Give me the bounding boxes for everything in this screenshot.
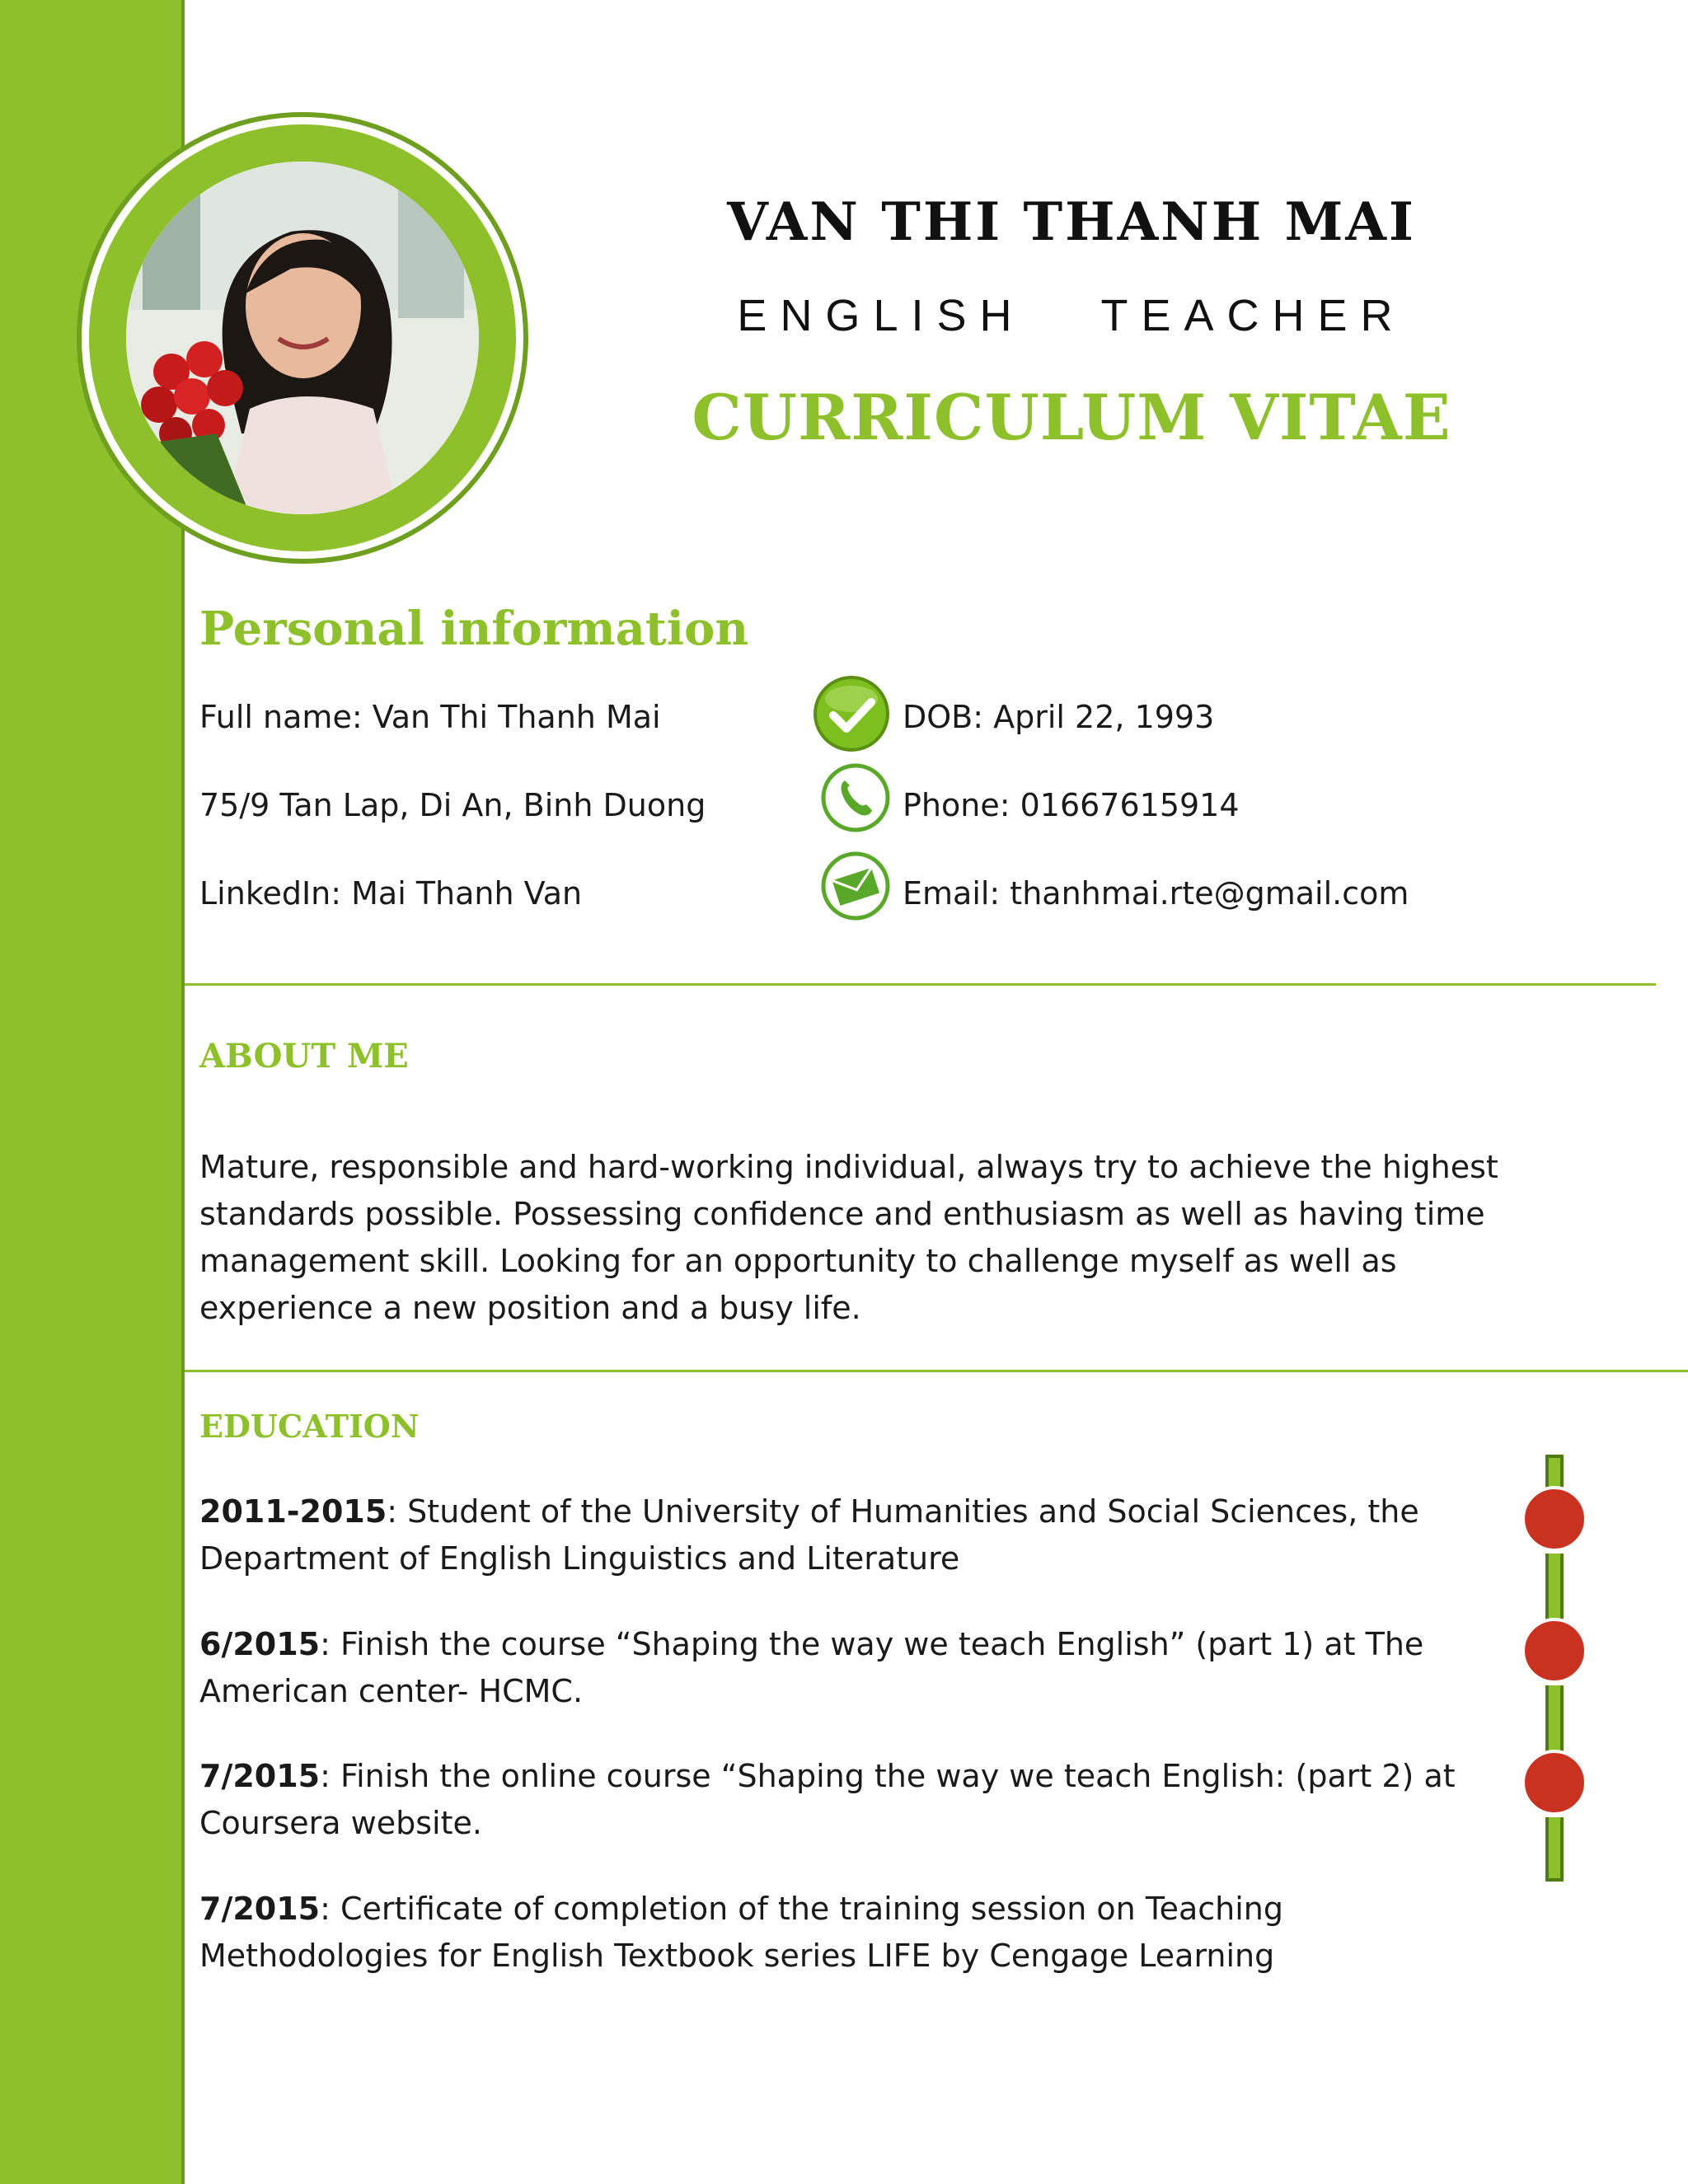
- education-item: [199, 1488, 1485, 1582]
- education-timeline: [1512, 1455, 1595, 1883]
- email-field: Email: thanhmai.rte@gmail.com: [903, 875, 1409, 912]
- profile-photo: [126, 162, 479, 514]
- education-item: [199, 1753, 1485, 1847]
- job-role: ENGLISH TEACHER: [737, 291, 1406, 340]
- education-date: 7/2015: [199, 1891, 321, 1927]
- linkedin-field: LinkedIn: Mai Thanh Van: [199, 875, 583, 912]
- timeline-dot: [1523, 1751, 1586, 1814]
- education-date: 7/2015: [199, 1758, 321, 1794]
- email-icon: [820, 851, 891, 925]
- section-divider: [185, 983, 1656, 986]
- education-description: : Finish the course “Shaping the way we teach English” (part 1) at The American center- HCMC.: [199, 1626, 1424, 1709]
- education-item: [199, 1621, 1485, 1715]
- education-date: 6/2015: [199, 1626, 321, 1662]
- section-divider: [185, 1370, 1688, 1372]
- document-title: CURRICULUM VITAE: [692, 381, 1451, 454]
- timeline-dot: [1523, 1488, 1586, 1550]
- education-item: [199, 1886, 1485, 1980]
- full-name-field: Full name: Van Thi Thanh Mai: [199, 699, 661, 735]
- check-icon: [812, 674, 891, 757]
- about-text: Mature, responsible and hard-working individual, always try to achieve the highest standards possible. Possessing confidence and enthusiasm as well as having time management skill. Looking for an opportunity to challenge myself as well as experience a new position and a busy life.: [199, 1149, 1498, 1326]
- personal-info-heading: Personal information: [199, 602, 749, 656]
- phone-icon: [820, 762, 891, 837]
- education-description: : Finish the online course “Shaping the way we teach English: (part 2) at Coursera website.: [199, 1758, 1456, 1841]
- candidate-name: VAN THI THANH MAI: [727, 191, 1416, 253]
- about-heading: ABOUT ME: [199, 1037, 409, 1076]
- dob-field: DOB: April 22, 1993: [903, 699, 1215, 735]
- education-description: : Certificate of completion of the training session on Teaching Methodologies for English Textbook series LIFE by Cengage Learning: [199, 1891, 1283, 1974]
- phone-field: Phone: 01667615914: [903, 787, 1240, 823]
- photo-frame: [77, 112, 528, 564]
- education-heading: EDUCATION: [199, 1408, 420, 1445]
- education-date: 2011-2015: [199, 1493, 387, 1530]
- education-description: : Student of the University of Humanities and Social Sciences, the Department of English Linguistics and Literature: [199, 1493, 1419, 1577]
- timeline-dot: [1523, 1619, 1586, 1682]
- address-field: 75/9 Tan Lap, Di An, Binh Duong: [199, 787, 706, 823]
